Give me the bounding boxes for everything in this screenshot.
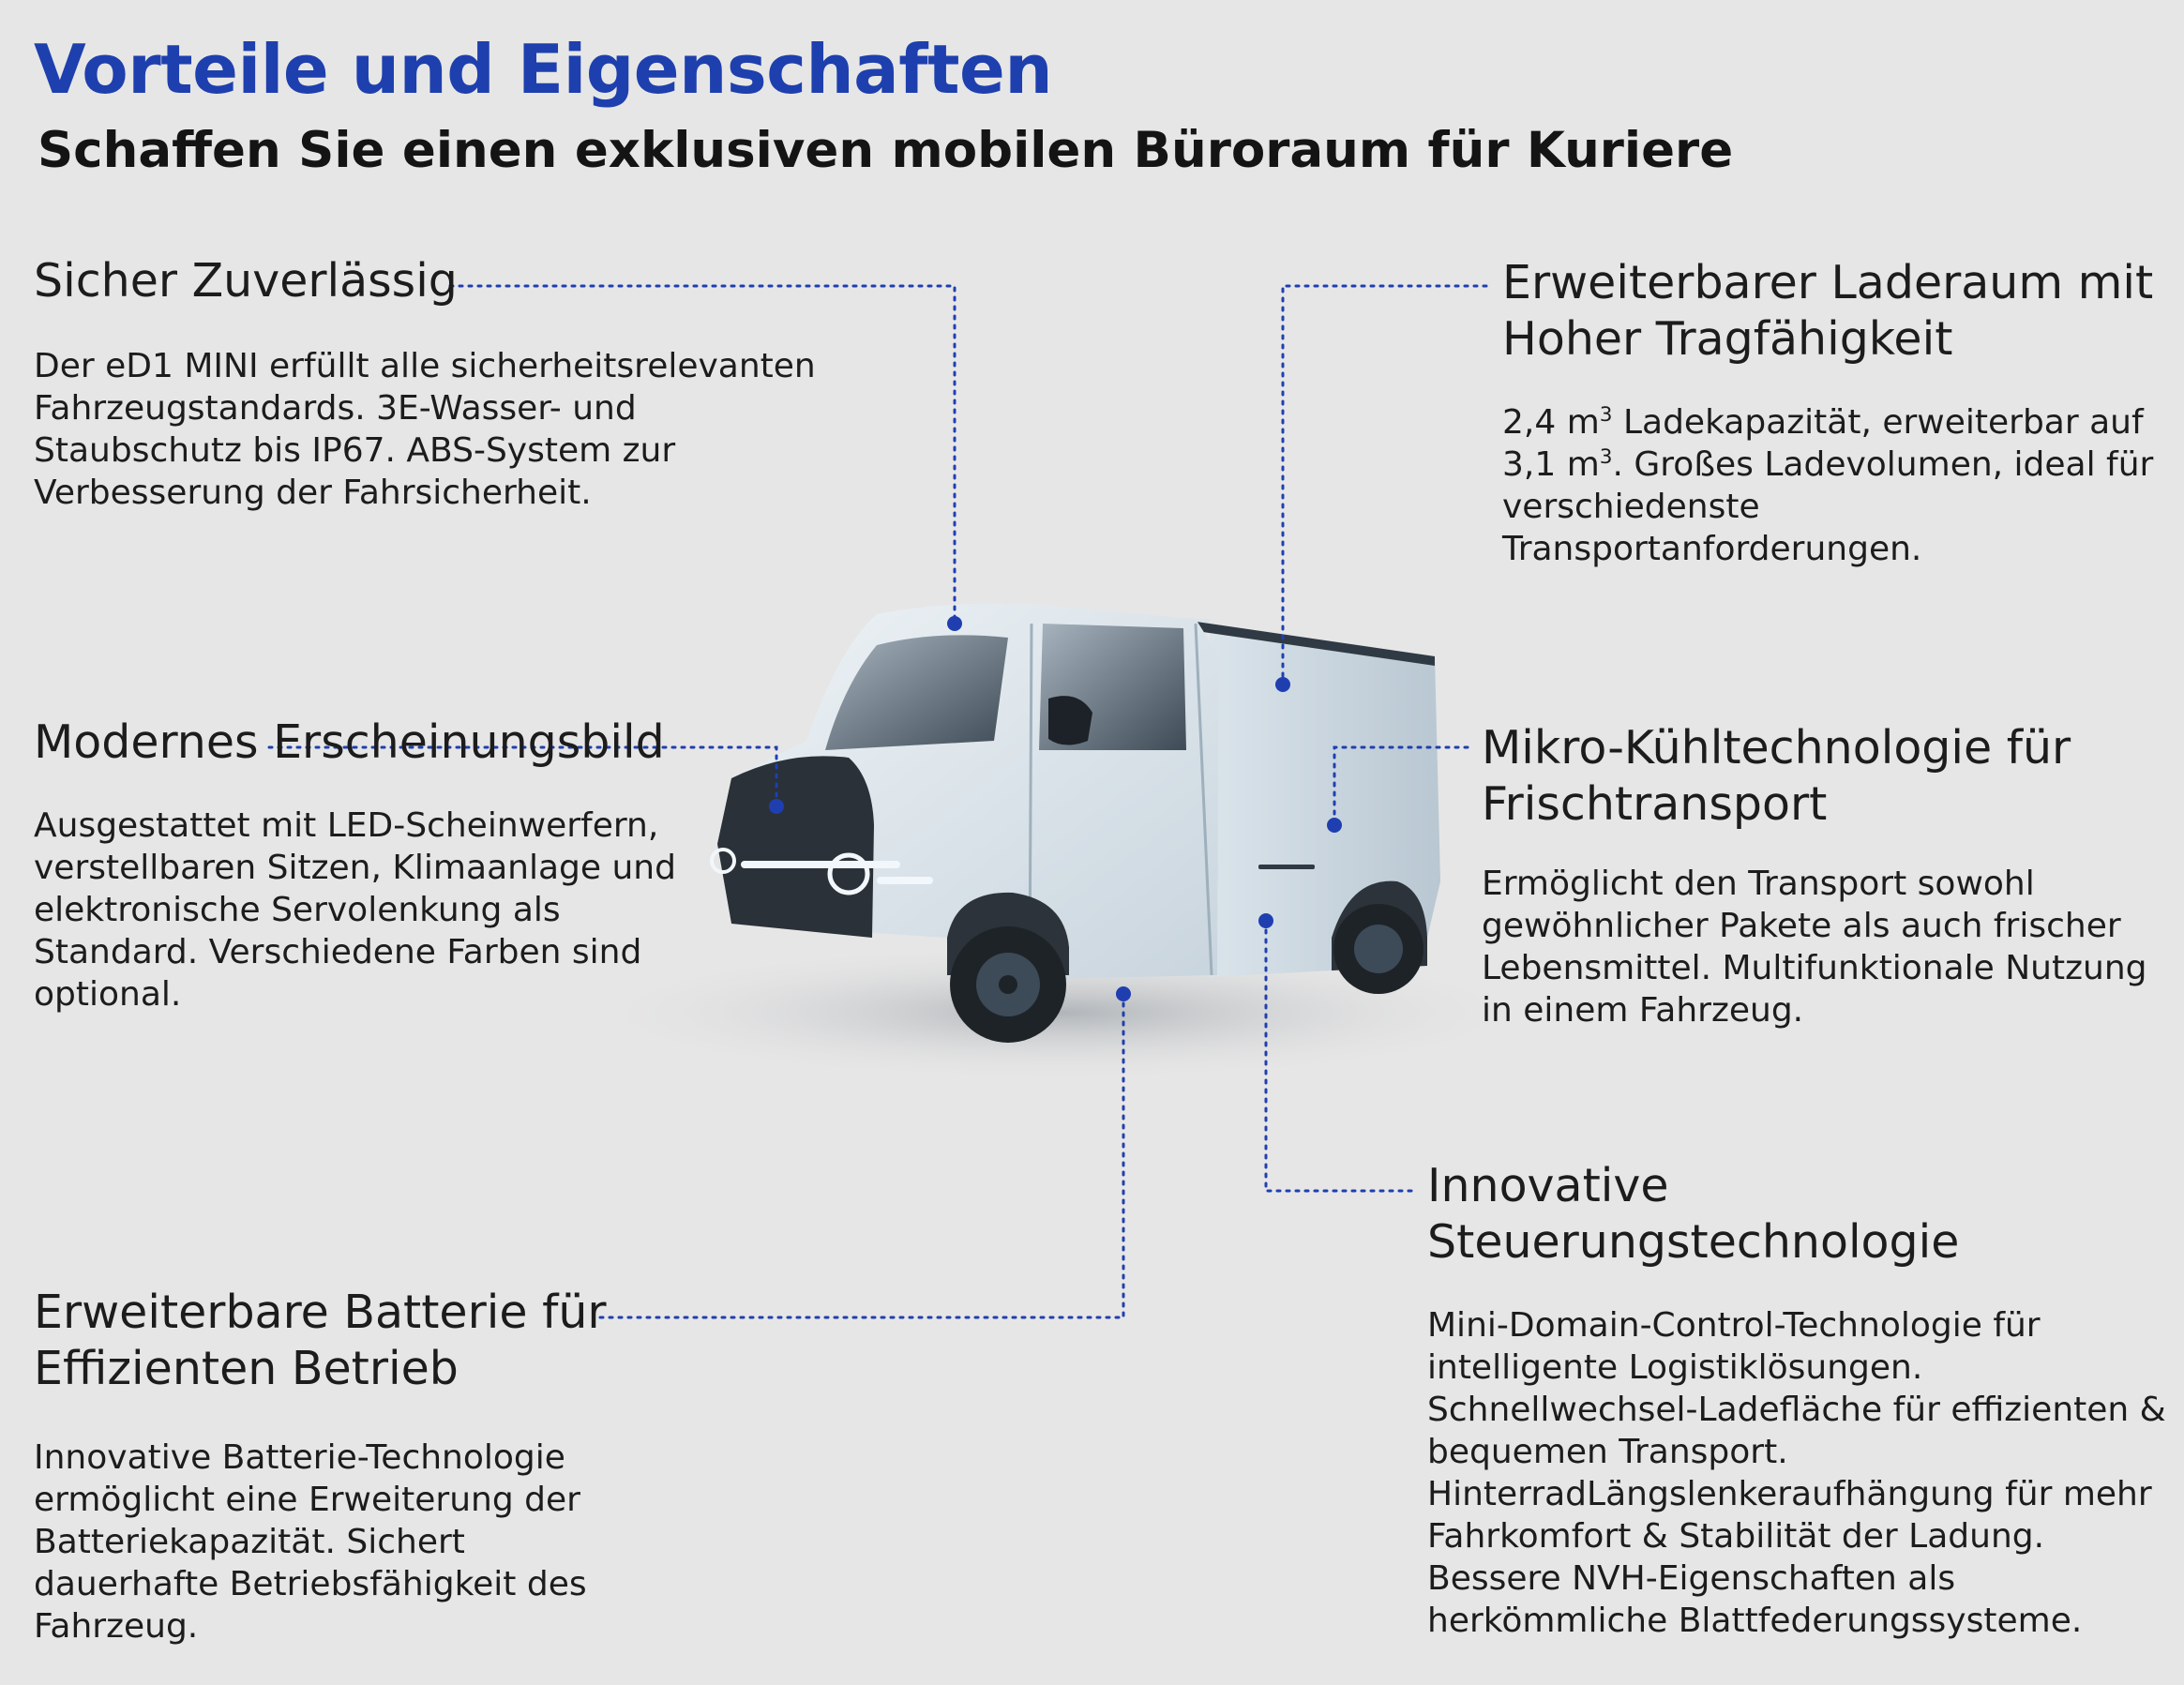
marker-dot-battery — [1116, 986, 1131, 1001]
feature-design-title: Modernes Erscheinungsbild — [34, 715, 665, 769]
feature-cargo — [1502, 255, 2168, 570]
cubic-superscript: 3 — [1599, 403, 1613, 427]
feature-cargo-text-part1: 2,4 m — [1502, 403, 1600, 442]
feature-cooling — [1482, 720, 2157, 1031]
page-subtitle: Schaffen Sie einen exklusiven mobilen Büroraum für Kuriere — [38, 122, 1734, 179]
page-title: Vorteile und Eigenschaften — [34, 30, 1053, 109]
feature-cargo-text-part3: . Großes Ladevolumen, ideal für verschiedenste Transportanforderungen. — [1502, 445, 2154, 568]
marker-dot-control — [1258, 913, 1273, 928]
feature-design-text: Ausgestattet mit LED-Scheinwerfern, verstellbaren Sitzen, Klimaanlage und elektronische Servolenkung als Standard. Verschiedene Farben sind optional. — [34, 806, 676, 1014]
marker-dot-safe — [947, 616, 962, 631]
feature-battery-title: Erweiterbare Batterie für Effizienten Betrieb — [34, 1286, 607, 1395]
feature-safe — [34, 253, 840, 514]
connector-cargo — [1283, 286, 1486, 685]
feature-control-title: Innovative Steuerungstechnologie — [1427, 1159, 1960, 1269]
feature-cooling-title: Mikro-Kühltechnologie für Frischtransport — [1482, 721, 2071, 831]
feature-cargo-title: Erweiterbarer Laderaum mit Hoher Tragfähigkeit — [1502, 256, 2154, 366]
marker-dot-cooling — [1327, 818, 1342, 833]
feature-battery — [34, 1285, 634, 1647]
feature-control — [1427, 1158, 2168, 1642]
feature-battery-text: Innovative Batterie-Technologie ermöglicht eine Erweiterung der Batteriekapazität. Sichert dauerhafte Betriebsfähigkeit des Fahrzeug. — [34, 1438, 587, 1646]
feature-cargo-text — [1502, 401, 2168, 570]
feature-safe-text: Der eD1 MINI erfüllt alle sicherheitsrelevanten Fahrzeugstandards. 3E-Wasser- und Staubschutz bis IP67. ABS-System zur Verbesserung der Fahrsicherheit. — [34, 347, 816, 512]
delivery-van-icon — [572, 604, 1547, 1083]
feature-control-text: Mini-Domain-Control-Technologie für intelligente Logistiklösungen. Schnellwechsel-Ladefläche für effizienten & bequemen Transport. HinterradLängslenkeraufhängung für mehr Fahrkomfort & Stabilität der Ladung. Bessere NVH-Eigenschaften als herkömmliche Blattfederungssysteme. — [1427, 1306, 2166, 1640]
feature-safe-title: Sicher Zuverlässig — [34, 254, 458, 308]
feature-cooling-text: Ermöglicht den Transport sowohl gewöhnlicher Pakete als auch frischer Lebensmittel. Multifunktionale Nutzung in einem Fahrzeug. — [1482, 865, 2147, 1030]
cubic-superscript: 3 — [1599, 445, 1613, 469]
feature-cargo-text-part2: Ladekapazität, erweiterbar auf 3,1 m — [1502, 403, 2144, 484]
marker-dot-cargo — [1275, 677, 1290, 692]
marker-dot-design — [769, 799, 784, 814]
feature-design — [34, 715, 709, 1016]
